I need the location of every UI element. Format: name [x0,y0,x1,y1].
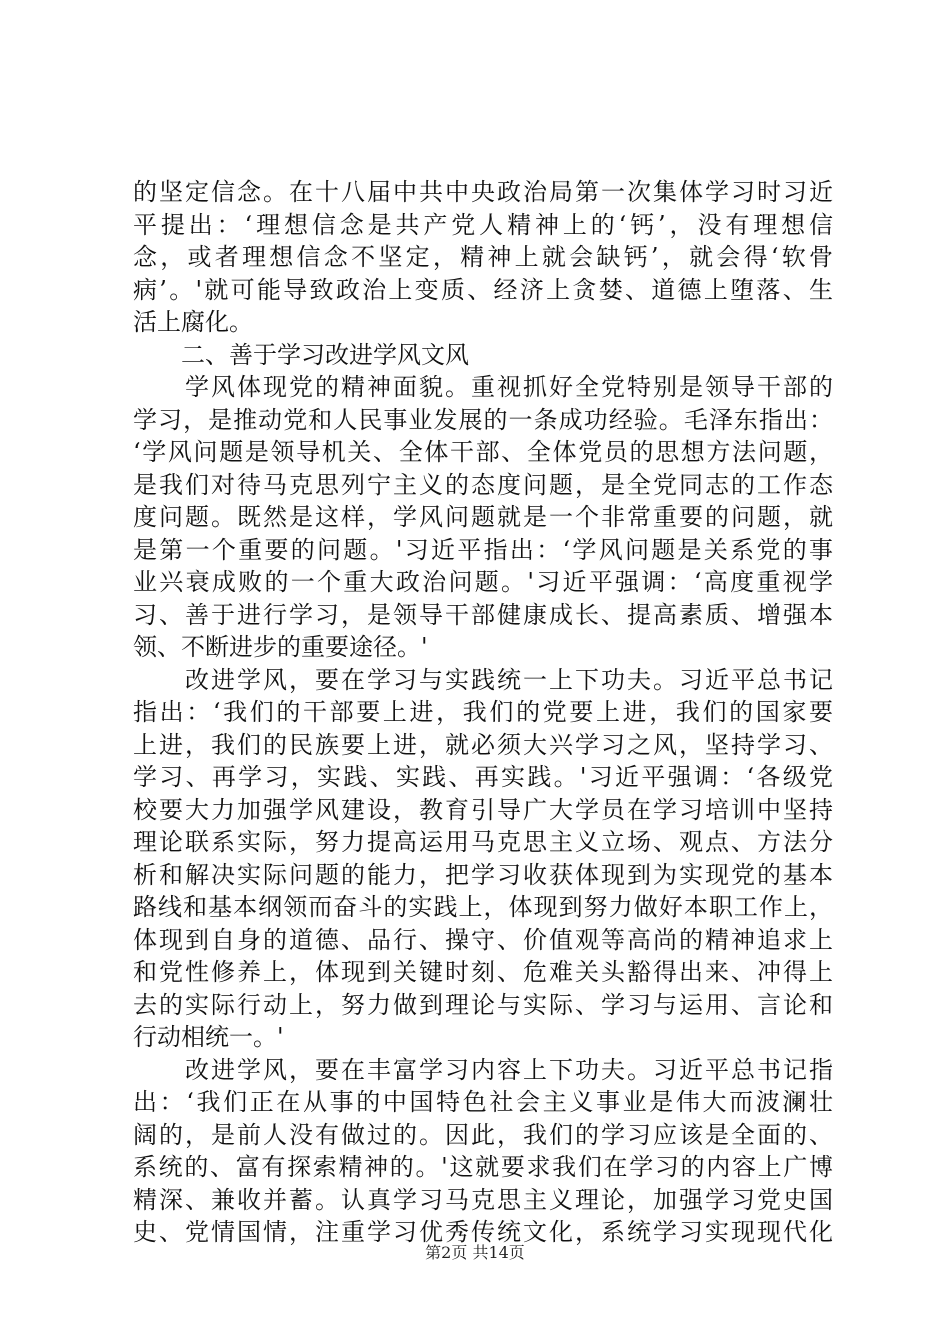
text-line: 领、不断进步的重要途径。' [133,633,428,661]
text-line: 的坚定信念。在十八届中共中央政治局第一次集体学习时习近 [133,178,833,206]
text-line: 改进学风，要在丰富学习内容上下功夫。习近平总书记指 [133,1055,833,1084]
document-body [133,176,833,1249]
text-line: 出：‘我们正在从事的中国特色社会主义事业是伟大而波澜壮 [133,1088,833,1116]
text-line: 是第一个重要的问题。'习近平指出：‘学风问题是关系党的事 [133,535,833,564]
text-line: 精深、兼收并蓄。认真学习马克思主义理论，加强学习党史国 [133,1185,833,1214]
text-line: 路线和基本纲领而奋斗的实践上，体现到努力做好本职工作上， [133,893,833,921]
text-line: 行动相统一。' [133,1023,284,1051]
text-line: 上进，我们的民族要上进，就必须大兴学习之风，坚持学习、 [133,730,833,759]
text-line: 指出：‘我们的干部要上进，我们的党要上进，我们的国家要 [133,698,833,726]
text-line: 系统的、富有探索精神的。'这就要求我们在学习的内容上广博 [133,1153,833,1181]
text-line: 念，或者理想信念不坚定，精神上就会缺钙’，就会得‘软骨 [133,243,833,271]
text-line: 学风体现党的精神面貌。重视抓好全党特别是领导干部的 [133,373,833,401]
text-line: 学习，是推动党和人民事业发展的一条成功经验。毛泽东指出： [133,405,833,434]
text-line: 业兴衰成败的一个重大政治问题。'习近平强调：‘高度重视学 [133,568,833,596]
text-line: 析和解决实际问题的能力，把学习收获体现到为实现党的基本 [133,860,833,889]
text-line: 平提出：‘理想信念是共产党人精神上的‘钙’，没有理想信 [133,210,833,239]
text-line: 度问题。既然是这样，学风问题就是一个非常重要的问题，就 [133,503,833,531]
text-line: 二、善于学习改进学风文风 [133,340,469,369]
text-line: 和党性修养上，体现到关键时刻、危难关头豁得出来、冲得上 [133,958,833,986]
text-line: ‘学风问题是领导机关、全体干部、全体党员的思想方法问题， [133,438,833,466]
text-line: 学习、再学习，实践、实践、再实践。'习近平强调：‘各级党 [133,763,833,791]
text-line: 史、党情国情，注重学习优秀传统文化，系统学习实现现代化 [133,1218,833,1246]
text-line: 改进学风，要在学习与实践统一上下功夫。习近平总书记 [133,665,833,694]
text-line: 是我们对待马克思列宁主义的态度问题，是全党同志的工作态 [133,470,833,499]
text-line: 阔的，是前人没有做过的。因此，我们的学习应该是全面的、 [133,1120,833,1149]
text-line: 校要大力加强学风建设，教育引导广大学员在学习培训中坚持 [133,795,833,824]
text-line: 活上腐化。 [133,308,253,336]
text-line: 去的实际行动上，努力做到理论与实际、学习与运用、言论和 [133,990,833,1019]
text-line: 理论联系实际，努力提高运用马克思主义立场、观点、方法分 [133,828,833,856]
text-line: 病’。'就可能导致政治上变质、经济上贪婪、道德上堕落、生 [133,275,833,304]
text-line: 习、善于进行学习，是领导干部健康成长、提高素质、增强本 [133,600,833,629]
page-footer: 第2页 共14页 [425,1243,525,1262]
text-line: 体现到自身的道德、品行、操守、价值观等高尚的精神追求上 [133,925,833,954]
